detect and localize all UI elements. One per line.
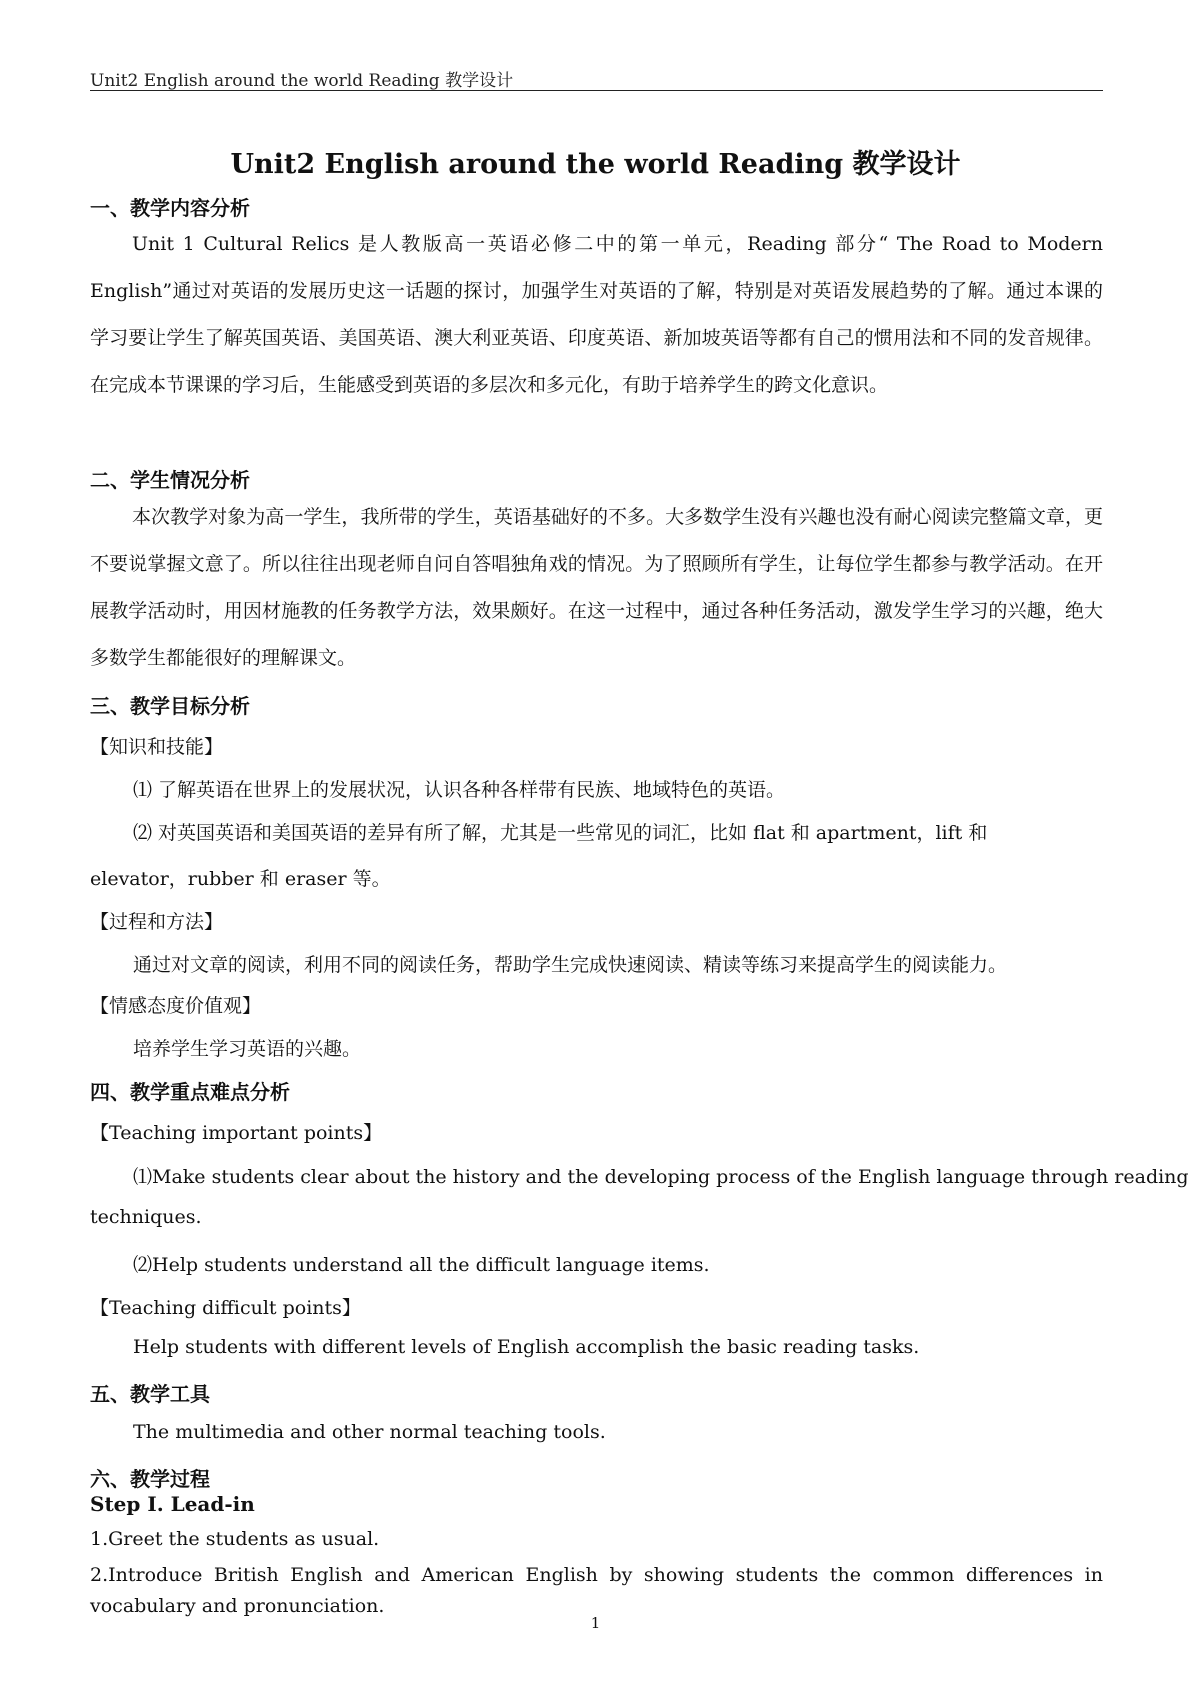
- important-point-1b: techniques.: [90, 1206, 202, 1228]
- step-1-item-1: 1.Greet the students as usual.: [90, 1528, 380, 1550]
- section-1-paragraph: Unit 1 Cultural Relics 是人教版高一英语必修二中的第一单元，Reading 部分“ The Road to Modern English”通过对英语的发展历史这一话题的探讨，加强学生对英语的了解，特别是对英语发展趋势的了解。通过本课的学习要让学生了解英国英语、美国英语、澳大利亚英语、印度英语、新加坡英语等都有自己的惯用法和不同的发音规律。在完成本节课课的学习后，生能感受到英语的多层次和多元化，有助于培养学生的跨文化意识。: [90, 233, 1103, 396]
- section-3-heading: 三、教学目标分析: [90, 694, 250, 718]
- section-2-heading: 二、学生情况分析: [90, 468, 250, 492]
- knowledge-skills-label: 【知识和技能】: [90, 736, 224, 758]
- section-1-heading: 一、教学内容分析: [90, 196, 250, 220]
- knowledge-item-1: ⑴ 了解英语在世界上的发展状况，认识各种各样带有民族、地域特色的英语。: [133, 779, 786, 801]
- section-2-paragraph: 本次教学对象为高一学生，我所带的学生，英语基础好的不多。大多数学生没有兴趣也没有耐心阅读完整篇文章，更不要说掌握文意了。所以往往出现老师自问自答唱独角戏的情况。为了照顾所有学生，让每位学生都参与教学活动。在开展教学活动时，用因材施教的任务教学方法，效果颇好。在这一过程中，通过各种任务活动，激发学生学习的兴趣，绝大多数学生都能很好的理解课文。: [90, 506, 1103, 669]
- knowledge-item-2a: ⑵ 对英国英语和美国英语的差异有所了解，尤其是一些常见的词汇，比如 flat 和 apartment，lift 和: [133, 822, 988, 844]
- section-5-text: The multimedia and other normal teaching tools.: [133, 1421, 606, 1443]
- important-points-label: 【Teaching important points】: [90, 1122, 383, 1144]
- difficult-point-1: Help students with different levels of English accomplish the basic reading tasks.: [133, 1336, 920, 1358]
- section-5-heading: 五、教学工具: [90, 1382, 210, 1406]
- difficult-points-label: 【Teaching difficult points】: [90, 1297, 361, 1319]
- document-title: Unit2 English around the world Reading 教学设计: [230, 149, 961, 180]
- step-1-heading: Step I. Lead-in: [90, 1492, 255, 1516]
- process-method-text: 通过对文章的阅读，利用不同的阅读任务，帮助学生完成快速阅读、精读等练习来提高学生的阅读能力。: [133, 954, 1008, 976]
- section-4-heading: 四、教学重点难点分析: [90, 1080, 290, 1104]
- emotion-values-text: 培养学生学习英语的兴趣。: [133, 1038, 362, 1060]
- step-1-item-2: 2.Introduce British English and American English by showing students the common differences in vocabulary and pronunciation.: [90, 1564, 1103, 1617]
- header-rule: [90, 90, 1103, 91]
- process-method-label: 【过程和方法】: [90, 911, 224, 933]
- important-point-1a: ⑴Make students clear about the history and the developing process of the English language through reading: [133, 1166, 1189, 1188]
- section-6-heading: 六、教学过程: [90, 1467, 210, 1491]
- running-header: Unit2 English around the world Reading 教学设计: [90, 71, 514, 91]
- page-number: 1: [590, 1614, 601, 1632]
- important-point-2: ⑵Help students understand all the difficult language items.: [133, 1254, 710, 1276]
- emotion-values-label: 【情感态度价值观】: [90, 995, 262, 1017]
- knowledge-item-2b: elevator，rubber 和 eraser 等。: [90, 868, 391, 890]
